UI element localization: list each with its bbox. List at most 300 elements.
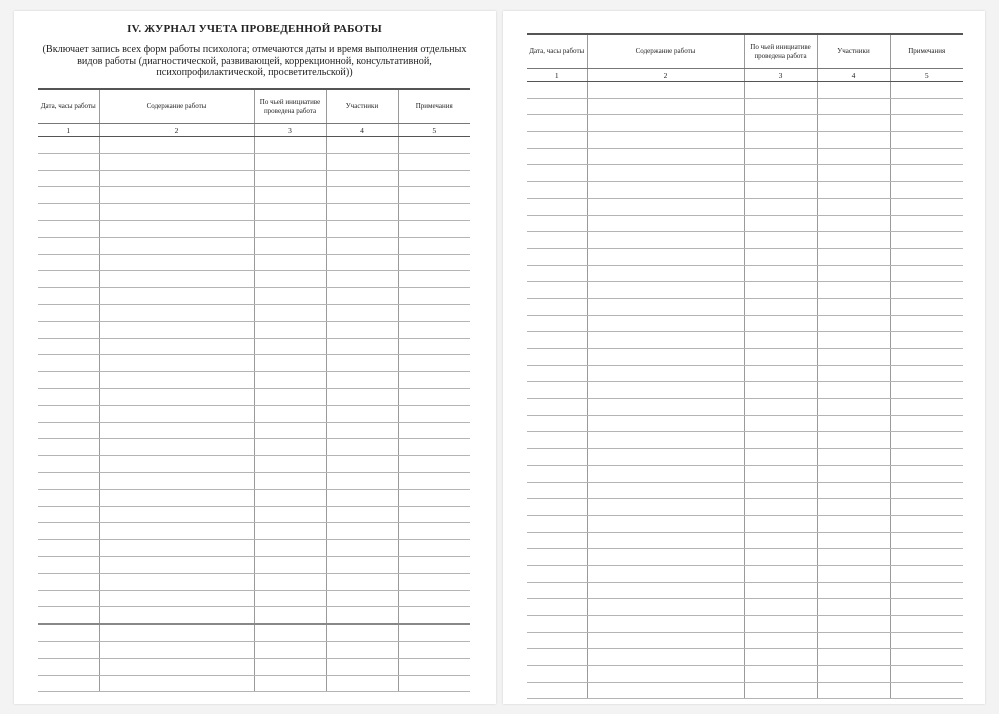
table-cell <box>99 556 254 573</box>
table-cell <box>38 321 99 338</box>
table-cell <box>817 349 890 366</box>
table-cell <box>587 449 744 466</box>
table-row <box>527 248 963 265</box>
table-row <box>527 182 963 199</box>
table-cell <box>38 590 99 607</box>
table-cell <box>744 182 817 199</box>
table-row <box>38 237 470 254</box>
table-cell <box>744 232 817 249</box>
table-row <box>38 338 470 355</box>
table-cell <box>326 405 398 422</box>
table-cell <box>744 82 817 99</box>
column-number: 5 <box>398 124 470 137</box>
table-cell <box>527 415 587 432</box>
table-cell <box>587 282 744 299</box>
table-cell <box>890 98 963 115</box>
table-cell <box>99 422 254 439</box>
table-cell <box>398 624 470 641</box>
table-row <box>527 632 963 649</box>
table-cell <box>398 540 470 557</box>
table-row <box>38 388 470 405</box>
table-cell <box>326 624 398 641</box>
table-cell <box>99 372 254 389</box>
table-cell <box>890 298 963 315</box>
table-row <box>38 321 470 338</box>
table-row <box>527 616 963 633</box>
table-cell <box>817 248 890 265</box>
table-cell <box>99 624 254 641</box>
table-cell <box>890 82 963 99</box>
table-row <box>38 624 470 641</box>
table-cell <box>254 321 326 338</box>
table-cell <box>744 315 817 332</box>
table-cell <box>326 556 398 573</box>
table-row <box>527 282 963 299</box>
table-cell <box>38 489 99 506</box>
table-cell <box>527 198 587 215</box>
table-row <box>527 298 963 315</box>
table-cell <box>527 332 587 349</box>
table-row <box>527 332 963 349</box>
table-cell <box>817 265 890 282</box>
table-cell <box>398 422 470 439</box>
table-cell <box>744 632 817 649</box>
left-page <box>14 11 496 704</box>
table-cell <box>527 515 587 532</box>
table-cell <box>587 532 744 549</box>
table-cell <box>527 98 587 115</box>
table-cell <box>817 232 890 249</box>
column-header-participants: Участники <box>326 89 398 124</box>
table-cell <box>326 355 398 372</box>
table-cell <box>890 232 963 249</box>
table-cell <box>527 599 587 616</box>
table-cell <box>890 148 963 165</box>
table-cell <box>817 332 890 349</box>
table-cell <box>99 355 254 372</box>
table-cell <box>38 271 99 288</box>
table-cell <box>254 187 326 204</box>
table-cell <box>890 215 963 232</box>
table-cell <box>326 254 398 271</box>
table-cell <box>398 573 470 590</box>
table-cell <box>326 237 398 254</box>
table-cell <box>890 666 963 683</box>
table-row <box>38 288 470 305</box>
page-title: IV. ЖУРНАЛ УЧЕТА ПРОВЕДЕННОЙ РАБОТЫ <box>127 23 382 35</box>
table-cell <box>38 338 99 355</box>
table-row <box>38 137 470 154</box>
table-cell <box>744 465 817 482</box>
table-cell <box>38 204 99 221</box>
table-cell <box>254 372 326 389</box>
table-cell <box>527 349 587 366</box>
subtitle-line: видов работы (диагностической, развивающей, коррекционной, консультативной, <box>77 55 432 67</box>
column-number: 3 <box>254 124 326 137</box>
table-row <box>527 682 963 699</box>
table-cell <box>890 599 963 616</box>
table-row <box>527 482 963 499</box>
table-cell <box>744 499 817 516</box>
table-cell <box>817 82 890 99</box>
table-cell <box>587 682 744 699</box>
table-cell <box>398 489 470 506</box>
table-cell <box>398 237 470 254</box>
table-cell <box>890 465 963 482</box>
table-cell <box>890 132 963 149</box>
table-cell <box>587 132 744 149</box>
table-cell <box>527 465 587 482</box>
table-row <box>527 499 963 516</box>
table-cell <box>587 382 744 399</box>
table-cell <box>38 456 99 473</box>
table-cell <box>326 523 398 540</box>
table-cell <box>527 666 587 683</box>
table-cell <box>890 449 963 466</box>
table-cell <box>817 315 890 332</box>
table-cell <box>744 515 817 532</box>
table-cell <box>398 456 470 473</box>
column-number: 2 <box>99 124 254 137</box>
table-cell <box>527 682 587 699</box>
subtitle-line: психопрофилактической, просветительской)) <box>156 67 353 79</box>
table-cell <box>326 170 398 187</box>
table-cell <box>890 499 963 516</box>
table-cell <box>527 632 587 649</box>
table-cell <box>744 432 817 449</box>
table-cell <box>99 489 254 506</box>
table-cell <box>744 682 817 699</box>
table-cell <box>890 198 963 215</box>
table-cell <box>890 432 963 449</box>
table-cell <box>398 137 470 154</box>
table-cell <box>38 372 99 389</box>
table-cell <box>99 405 254 422</box>
table-cell <box>99 204 254 221</box>
table-cell <box>527 582 587 599</box>
table-cell <box>254 220 326 237</box>
table-row <box>38 220 470 237</box>
table-cell <box>326 338 398 355</box>
table-row <box>38 456 470 473</box>
table-row <box>527 432 963 449</box>
table-cell <box>99 220 254 237</box>
table-cell <box>890 482 963 499</box>
table-cell <box>744 165 817 182</box>
table-cell <box>254 624 326 641</box>
table-cell <box>744 399 817 416</box>
table-cell <box>398 220 470 237</box>
table-cell <box>38 658 99 675</box>
table-cell <box>38 523 99 540</box>
table-cell <box>744 449 817 466</box>
table-cell <box>326 489 398 506</box>
table-cell <box>890 649 963 666</box>
table-cell <box>38 304 99 321</box>
table-row <box>38 439 470 456</box>
table-cell <box>817 148 890 165</box>
table-row <box>38 204 470 221</box>
table-cell <box>817 532 890 549</box>
table-cell <box>254 641 326 658</box>
table-cell <box>99 338 254 355</box>
table-cell <box>817 682 890 699</box>
table-cell <box>744 115 817 132</box>
table-cell <box>326 456 398 473</box>
table-cell <box>527 616 587 633</box>
table-row <box>527 232 963 249</box>
table-cell <box>744 415 817 432</box>
table-cell <box>527 565 587 582</box>
table-cell <box>587 632 744 649</box>
table-cell <box>326 439 398 456</box>
subtitle-line: (Включает запись всех форм работы психолога; отмечаются даты и время выполнения отдельных <box>42 44 467 55</box>
table-row <box>38 422 470 439</box>
table-cell <box>587 232 744 249</box>
table-cell <box>398 641 470 658</box>
table-cell <box>817 599 890 616</box>
table-cell <box>744 599 817 616</box>
table-cell <box>99 658 254 675</box>
table-cell <box>817 182 890 199</box>
table-cell <box>817 399 890 416</box>
table-cell <box>99 590 254 607</box>
table-cell <box>326 573 398 590</box>
column-number: 3 <box>744 69 817 82</box>
table-cell <box>254 237 326 254</box>
column-number: 5 <box>890 69 963 82</box>
table-cell <box>890 682 963 699</box>
table-row <box>38 675 470 692</box>
table-cell <box>398 338 470 355</box>
table-cell <box>527 182 587 199</box>
table-cell <box>254 472 326 489</box>
table-cell <box>254 170 326 187</box>
table-cell <box>527 449 587 466</box>
table-row <box>527 265 963 282</box>
table-cell <box>527 649 587 666</box>
table-row <box>38 472 470 489</box>
table-row <box>527 582 963 599</box>
table-cell <box>527 499 587 516</box>
table-cell <box>254 590 326 607</box>
table-cell <box>99 456 254 473</box>
table-cell <box>817 415 890 432</box>
table-cell <box>99 153 254 170</box>
table-cell <box>587 465 744 482</box>
table-cell <box>527 265 587 282</box>
table-cell <box>744 282 817 299</box>
table-cell <box>398 170 470 187</box>
table-cell <box>398 607 470 624</box>
table-row <box>527 198 963 215</box>
table-row <box>527 532 963 549</box>
column-header-date: Дата, часы работы <box>527 34 587 69</box>
table-cell <box>890 182 963 199</box>
table-cell <box>744 365 817 382</box>
table-cell <box>587 582 744 599</box>
table-cell <box>38 220 99 237</box>
table-cell <box>890 399 963 416</box>
table-cell <box>99 388 254 405</box>
table-cell <box>398 439 470 456</box>
table-cell <box>890 165 963 182</box>
table-cell <box>99 641 254 658</box>
table-cell <box>527 132 587 149</box>
table-cell <box>744 616 817 633</box>
table-row <box>38 540 470 557</box>
column-header-content: Содержание работы <box>587 34 744 69</box>
table-cell <box>398 153 470 170</box>
table-cell <box>587 515 744 532</box>
column-header-notes: Примечания <box>890 34 963 69</box>
table-cell <box>744 349 817 366</box>
table-cell <box>817 365 890 382</box>
table-cell <box>527 215 587 232</box>
table-cell <box>817 465 890 482</box>
table-cell <box>527 165 587 182</box>
table-cell <box>587 365 744 382</box>
table-cell <box>326 675 398 692</box>
column-header-content: Содержание работы <box>99 89 254 124</box>
table-cell <box>527 549 587 566</box>
table-cell <box>326 540 398 557</box>
table-cell <box>817 515 890 532</box>
table-row <box>527 465 963 482</box>
table-cell <box>587 499 744 516</box>
table-cell <box>527 248 587 265</box>
table-cell <box>817 282 890 299</box>
table-cell <box>254 456 326 473</box>
table-row <box>527 449 963 466</box>
table-row <box>38 658 470 675</box>
table-cell <box>587 432 744 449</box>
table-cell <box>254 556 326 573</box>
table-row <box>527 666 963 683</box>
table-cell <box>326 220 398 237</box>
table-row <box>527 148 963 165</box>
table-row <box>527 565 963 582</box>
table-cell <box>817 649 890 666</box>
table-cell <box>527 365 587 382</box>
table-row <box>527 115 963 132</box>
table-cell <box>254 439 326 456</box>
table-cell <box>326 153 398 170</box>
table-row <box>527 365 963 382</box>
table-row <box>38 355 470 372</box>
table-cell <box>890 365 963 382</box>
table-cell <box>744 148 817 165</box>
table-cell <box>587 616 744 633</box>
table-cell <box>254 388 326 405</box>
table-row <box>38 153 470 170</box>
column-header-date: Дата, часы работы <box>38 89 99 124</box>
table-cell <box>38 388 99 405</box>
table-cell <box>817 215 890 232</box>
column-number: 1 <box>527 69 587 82</box>
table-row <box>38 187 470 204</box>
table-cell <box>398 355 470 372</box>
table-cell <box>890 382 963 399</box>
table-row <box>38 254 470 271</box>
table-cell <box>38 137 99 154</box>
table-row <box>527 415 963 432</box>
table-cell <box>527 82 587 99</box>
table-cell <box>99 523 254 540</box>
journal-table <box>527 33 963 699</box>
table-cell <box>99 607 254 624</box>
table-cell <box>890 282 963 299</box>
table-cell <box>744 215 817 232</box>
table-row <box>527 98 963 115</box>
table-cell <box>817 499 890 516</box>
table-cell <box>587 165 744 182</box>
table-cell <box>587 565 744 582</box>
table-cell <box>587 332 744 349</box>
table-cell <box>817 382 890 399</box>
table-cell <box>254 288 326 305</box>
table-cell <box>817 298 890 315</box>
table-row <box>38 641 470 658</box>
column-number: 4 <box>817 69 890 82</box>
table-cell <box>254 304 326 321</box>
journal-table <box>38 88 470 692</box>
table-cell <box>587 599 744 616</box>
table-cell <box>817 432 890 449</box>
table-cell <box>38 607 99 624</box>
table-cell <box>744 482 817 499</box>
table-cell <box>326 590 398 607</box>
table-cell <box>38 641 99 658</box>
table-cell <box>398 388 470 405</box>
table-cell <box>587 549 744 566</box>
table-cell <box>817 549 890 566</box>
table-cell <box>398 271 470 288</box>
table-cell <box>890 532 963 549</box>
table-row <box>527 132 963 149</box>
table-cell <box>398 321 470 338</box>
table-cell <box>587 182 744 199</box>
table-cell <box>890 549 963 566</box>
table-cell <box>38 405 99 422</box>
table-cell <box>587 115 744 132</box>
right-page <box>503 11 985 704</box>
table-cell <box>398 254 470 271</box>
table-row <box>527 515 963 532</box>
table-cell <box>744 382 817 399</box>
table-cell <box>38 355 99 372</box>
table-cell <box>398 556 470 573</box>
table-cell <box>817 115 890 132</box>
table-cell <box>890 315 963 332</box>
table-cell <box>587 399 744 416</box>
table-cell <box>744 666 817 683</box>
table-cell <box>817 632 890 649</box>
table-row <box>38 590 470 607</box>
table-cell <box>398 472 470 489</box>
table-cell <box>326 388 398 405</box>
table-cell <box>99 254 254 271</box>
table-cell <box>38 187 99 204</box>
table-cell <box>817 616 890 633</box>
table-cell <box>38 556 99 573</box>
table-cell <box>398 187 470 204</box>
table-cell <box>326 422 398 439</box>
table-cell <box>326 137 398 154</box>
table-cell <box>254 540 326 557</box>
table-cell <box>890 332 963 349</box>
table-cell <box>398 288 470 305</box>
